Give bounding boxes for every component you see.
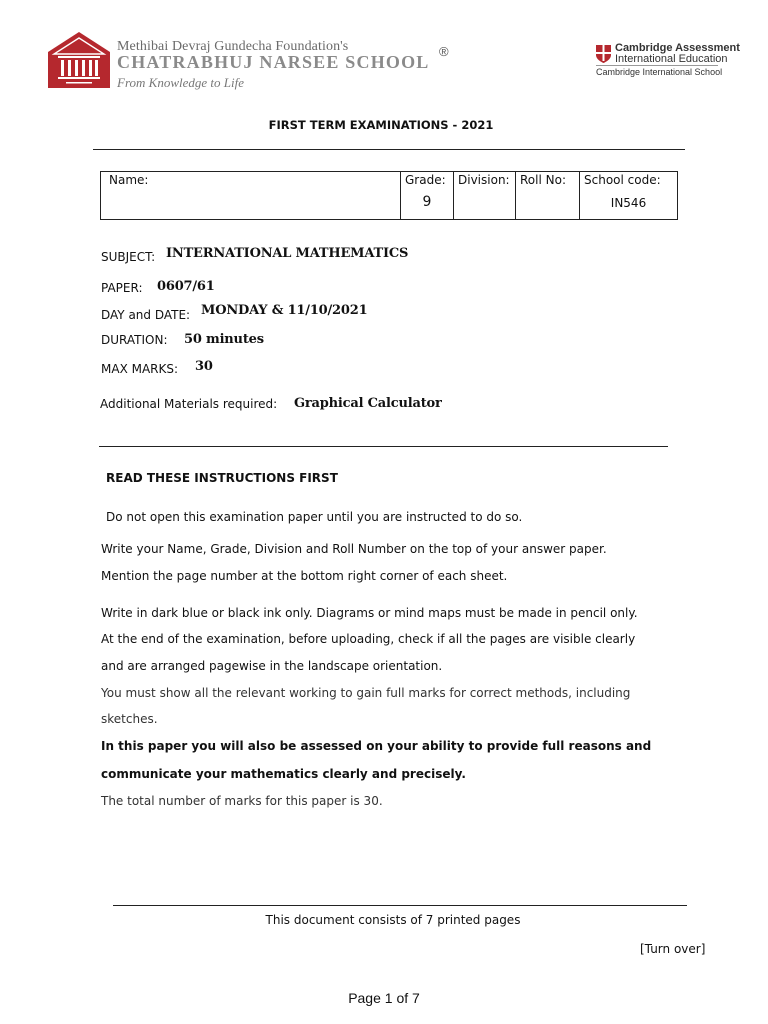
division-label: Division: <box>458 173 510 187</box>
school-name: CHATRABHUJ NARSEE SCHOOL <box>117 52 430 72</box>
footer-rule <box>113 905 687 906</box>
cambridge-line-2: International Education <box>615 53 728 65</box>
page-count-note: This document consists of 7 printed pages <box>265 913 521 927</box>
instruction-line: Mention the page number at the bottom right corner of each sheet. <box>101 569 508 583</box>
cambridge-line-3: Cambridge International School <box>596 67 723 77</box>
foundation-name: Methibai Devraj Gundecha Foundation's <box>117 39 349 54</box>
instruction-line: In this paper you will also be assessed on your ability to provide full reasons and <box>101 739 652 753</box>
instruction-line: The total number of marks for this paper is 30. <box>101 794 383 808</box>
instruction-line: At the end of the examination, before uploading, check if all the pages are visible clearly <box>101 632 636 646</box>
registered-mark: ® <box>439 44 449 59</box>
materials-value: Graphical Calculator <box>294 396 442 411</box>
duration-label: DURATION: <box>101 333 168 347</box>
instruction-line: You must show all the relevant working to gain full marks for correct methods, including <box>101 686 631 700</box>
page-number: Page 1 of 7 <box>348 990 420 1006</box>
name-cell[interactable] <box>101 172 401 220</box>
division-cell[interactable] <box>454 172 516 220</box>
grade-value: 9 <box>422 194 432 210</box>
cambridge-shield-icon <box>595 44 612 64</box>
instruction-line: sketches. <box>101 712 158 726</box>
paper-value: 0607/61 <box>157 279 215 294</box>
name-label: Name: <box>109 173 149 187</box>
day-date-value: MONDAY & 11/10/2021 <box>201 303 368 318</box>
title-rule <box>93 149 685 150</box>
turn-over-note: [Turn over] <box>640 942 706 956</box>
cambridge-line-1: Cambridge Assessment <box>615 42 740 54</box>
exam-title: FIRST TERM EXAMINATIONS - 2021 <box>268 118 494 132</box>
max-marks-value: 30 <box>195 359 213 374</box>
instruction-line: Write your Name, Grade, Division and Roll Number on the top of your answer paper. <box>101 542 607 556</box>
duration-value: 50 minutes <box>184 332 264 347</box>
cambridge-divider <box>596 65 718 66</box>
instruction-line: communicate your mathematics clearly and precisely. <box>101 767 466 781</box>
roll-cell[interactable] <box>516 172 580 220</box>
day-date-label: DAY and DATE: <box>101 308 191 322</box>
instruction-line: Write in dark blue or black ink only. Diagrams or mind maps must be made in pencil only. <box>101 606 638 620</box>
instructions-heading: READ THESE INSTRUCTIONS FIRST <box>106 471 338 485</box>
school-logo-icon <box>46 30 112 90</box>
grade-label: Grade: <box>405 173 446 187</box>
subject-label: SUBJECT: <box>101 250 156 264</box>
roll-label: Roll No: <box>520 173 566 187</box>
details-rule <box>99 446 668 447</box>
materials-label: Additional Materials required: <box>100 397 278 411</box>
student-info-table <box>100 171 678 220</box>
grade-cell[interactable] <box>401 172 454 220</box>
subject-value: INTERNATIONAL MATHEMATICS <box>166 246 409 261</box>
max-marks-label: MAX MARKS: <box>101 362 179 376</box>
paper-label: PAPER: <box>101 281 143 295</box>
school-code-cell <box>580 172 678 220</box>
instruction-line: Do not open this examination paper until you are instructed to do so. <box>106 510 523 524</box>
school-tagline: From Knowledge to Life <box>117 75 244 90</box>
instruction-line: and are arranged pagewise in the landscape orientation. <box>101 659 443 673</box>
school-code-value: IN546 <box>610 196 647 210</box>
school-code-label: School code: <box>584 173 661 187</box>
